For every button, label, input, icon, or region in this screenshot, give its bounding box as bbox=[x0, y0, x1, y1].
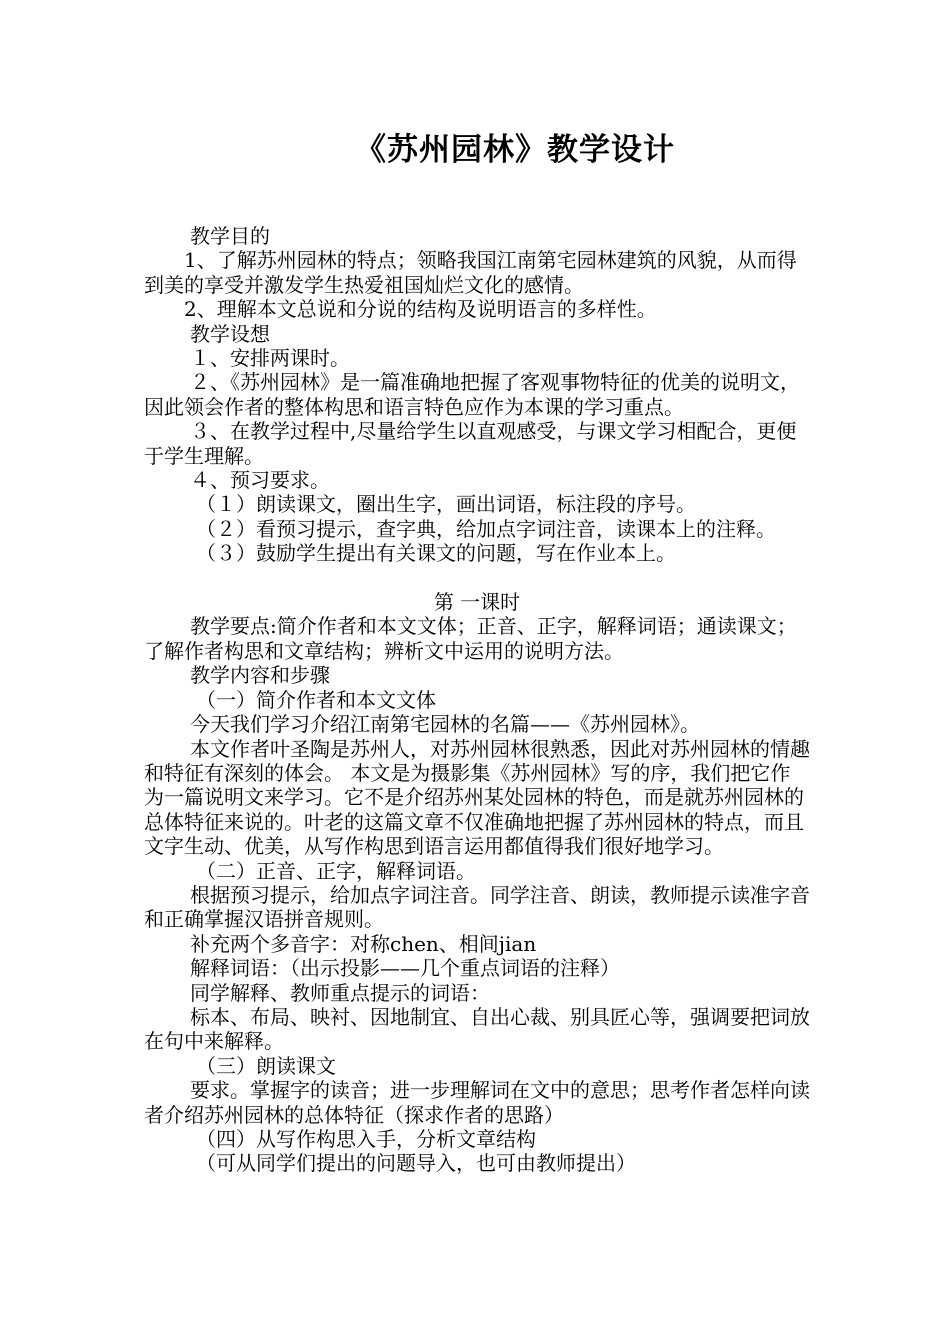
heading-teaching-ideas: 教学设想 bbox=[190, 321, 270, 346]
paragraph: 1、了解苏州园林的特点；领略我国江南第宅园林建筑的风貌，从而得到美的享受并激发学生热爱祖国灿烂文化的感情。 bbox=[144, 248, 797, 297]
list-item: （２）看预习提示，查字典，给加点字词注音，读课本上的注释。 bbox=[196, 516, 776, 541]
paragraph: 今天我们学习介绍江南第宅园林的名篇——《苏州园林》。 bbox=[190, 712, 700, 737]
paragraph: 教学要点:简介作者和本文文体；正音、正字，解释词语；通读课文；了解作者构思和文章结构；辨析文中运用的说明方法。 bbox=[144, 614, 797, 663]
subheading: （三）朗读课文 bbox=[196, 1053, 336, 1078]
paragraph: 补充两个多音字：对称chen、相间jian bbox=[190, 931, 537, 956]
paragraph: 标本、布局、映衬、因地制宜、自出心裁、别具匠心等，强调要把词放在句中来解释。 bbox=[144, 1004, 810, 1054]
subheading: （一）简介作者和本文文体 bbox=[196, 687, 436, 712]
paragraph: １、安排两课时。 bbox=[190, 346, 350, 371]
section-heading: 第 一课时 bbox=[433, 590, 521, 615]
paragraph: 根据预习提示，给加点字词注音。同学注音、朗读，教师提示读准字音和正确掌握汉语拼音规则。 bbox=[144, 882, 810, 932]
document-title: 《苏州园林》教学设计 bbox=[355, 132, 675, 168]
paragraph: 同学解释、教师重点提示的词语： bbox=[190, 980, 490, 1005]
document-body bbox=[144, 224, 810, 1176]
paragraph: 2、理解本文总说和分说的结构及说明语言的多样性。 bbox=[184, 297, 657, 322]
subheading: （四）从写作构思入手，分析文章结构 bbox=[196, 1127, 536, 1152]
subheading: （二）正音、正字，解释词语。 bbox=[196, 858, 476, 883]
list-item: （３）鼓励学生提出有关课文的问题，写在作业本上。 bbox=[196, 541, 676, 566]
paragraph: 教学内容和步骤 bbox=[190, 663, 330, 688]
paragraph: ２、《苏州园林》是一篇准确地把握了客观事物特征的优美的说明文，因此领会作者的整体构思和语言特色应作为本课的学习重点。 bbox=[144, 370, 800, 419]
paragraph: ４、预习要求。 bbox=[190, 468, 330, 493]
paragraph: 要求。掌握字的读音；进一步理解词在文中的意思；思考作者怎样向读者介绍苏州园林的总体特征（探求作者的思路） bbox=[144, 1078, 810, 1127]
blank-line bbox=[144, 566, 810, 590]
paragraph: （可从同学们提出的问题导入，也可由教师提出） bbox=[196, 1151, 636, 1176]
paragraph: 解释词语：（出示投影——几个重点词语的注释） bbox=[190, 956, 620, 981]
paragraph: 本文作者叶圣陶是苏州人，对苏州园林很熟悉，因此对苏州园林的情趣和特征有深刻的体会。 本文是为摄影集《苏州园林》写的序，我们把它作为一篇说明文来学习。它不是介绍苏州某处园林的特色，而是就苏州园林的总体特征来说的。叶老的这篇文章不仅准确地把握了苏州园林的特点，而且文字生动、优美，从写作构思到语言运用都值得我们很好地学习。 bbox=[144, 736, 810, 859]
paragraph: ３、在教学过程中,尽量给学生以直观感受，与课文学习相配合，更便于学生理解。 bbox=[144, 419, 797, 468]
list-item: （１）朗读课文，圈出生字，画出词语，标注段的序号。 bbox=[196, 492, 696, 517]
heading-teaching-goals: 教学目的 bbox=[190, 224, 270, 248]
